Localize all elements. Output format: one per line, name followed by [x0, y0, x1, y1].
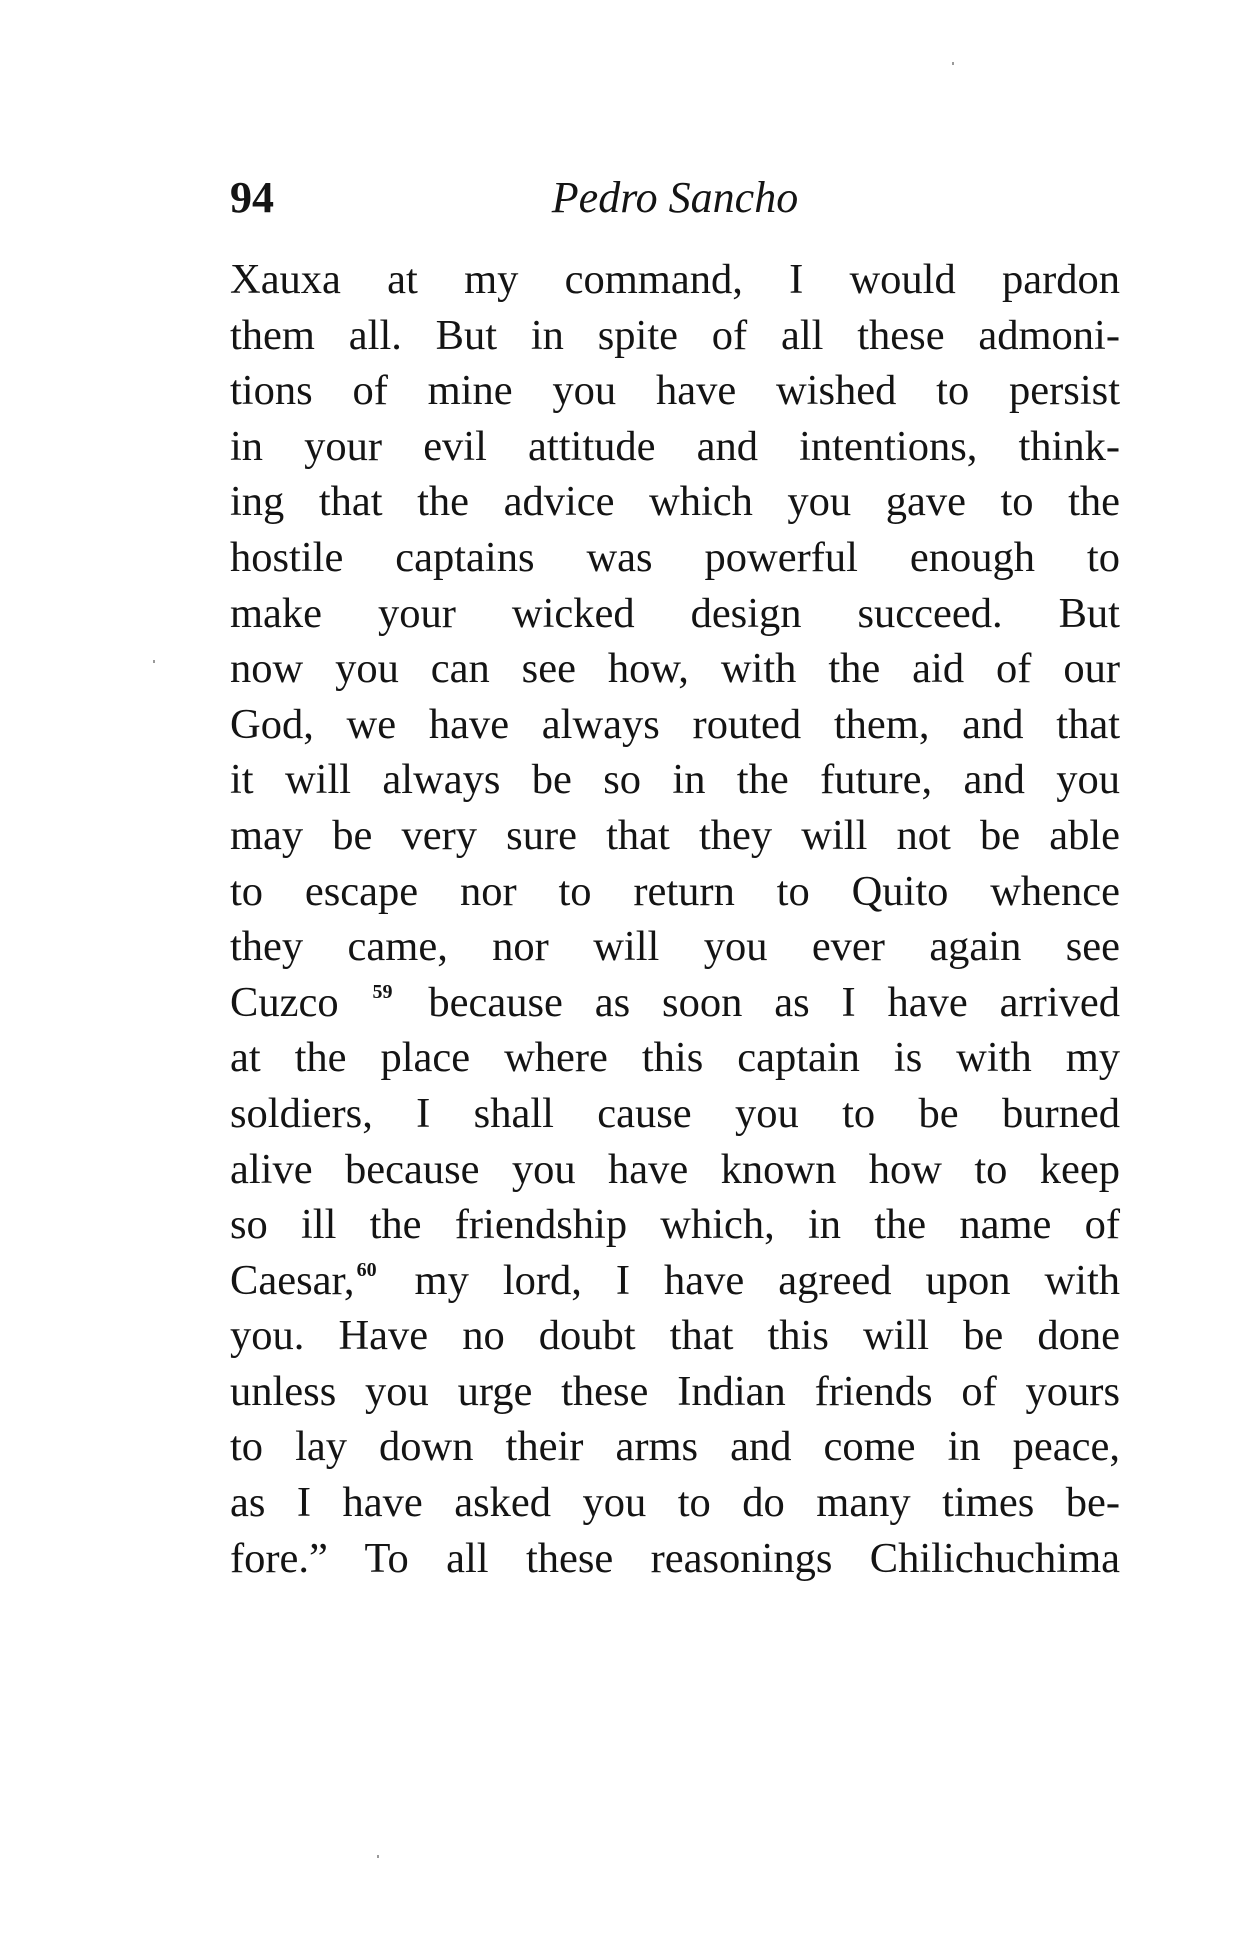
footnote-marker: 59: [372, 980, 393, 1003]
scan-speck: [952, 62, 954, 65]
text-line: they came, nor will you ever again see: [230, 923, 1120, 971]
text-line: them all. But in spite of all these admoni-: [230, 311, 1120, 359]
text-line-with-footnote: [230, 975, 1120, 1031]
line-text-after-note: because as soon as I have arrived: [428, 978, 1121, 1026]
text-line: make your wicked design succeed. But: [230, 589, 1120, 637]
line-text-after-note: my lord, I have agreed upon with: [414, 1256, 1121, 1304]
text-line: to escape nor to return to Quito whence: [230, 867, 1120, 915]
running-title: Pedro Sancho: [551, 173, 799, 222]
line-text-before-note: Caesar,: [230, 1256, 355, 1304]
text-line: unless you urge these Indian friends of yours: [230, 1367, 1120, 1415]
text-line-with-footnote: [230, 1253, 1120, 1309]
text-line: as I have asked you to do many times be-: [230, 1479, 1120, 1527]
text-line: God, we have always routed them, and that: [230, 700, 1120, 748]
footnote-marker: 60: [356, 1258, 377, 1281]
text-line: in your evil attitude and intentions, think-: [230, 422, 1120, 470]
text-line: hostile captains was powerful enough to: [230, 533, 1120, 581]
page-header: [230, 168, 1120, 228]
page-number: 94: [230, 173, 274, 222]
text-line: you. Have no doubt that this will be done: [230, 1312, 1120, 1360]
body-text: [230, 252, 1120, 1586]
text-line: may be very sure that they will not be able: [230, 811, 1120, 859]
text-line: ing that the advice which you gave to the: [230, 478, 1120, 526]
text-line: soldiers, I shall cause you to be burned: [230, 1089, 1120, 1137]
text-line: Xauxa at my command, I would pardon: [230, 256, 1120, 303]
text-line: fore.” To all these reasonings Chilichuchima: [230, 1534, 1120, 1582]
text-line: at the place where this captain is with my: [230, 1034, 1120, 1082]
text-line: tions of mine you have wished to persist: [230, 367, 1120, 415]
text-line: alive because you have known how to keep: [230, 1145, 1120, 1193]
scan-speck: [153, 660, 155, 663]
text-line: it will always be so in the future, and you: [230, 756, 1120, 804]
text-line: now you can see how, with the aid of our: [230, 645, 1120, 693]
scan-speck: [377, 1855, 379, 1858]
text-line: to lay down their arms and come in peace,: [230, 1423, 1120, 1471]
text-line: so ill the friendship which, in the name of: [230, 1201, 1120, 1249]
line-text-before-note: Cuzco: [230, 978, 339, 1026]
